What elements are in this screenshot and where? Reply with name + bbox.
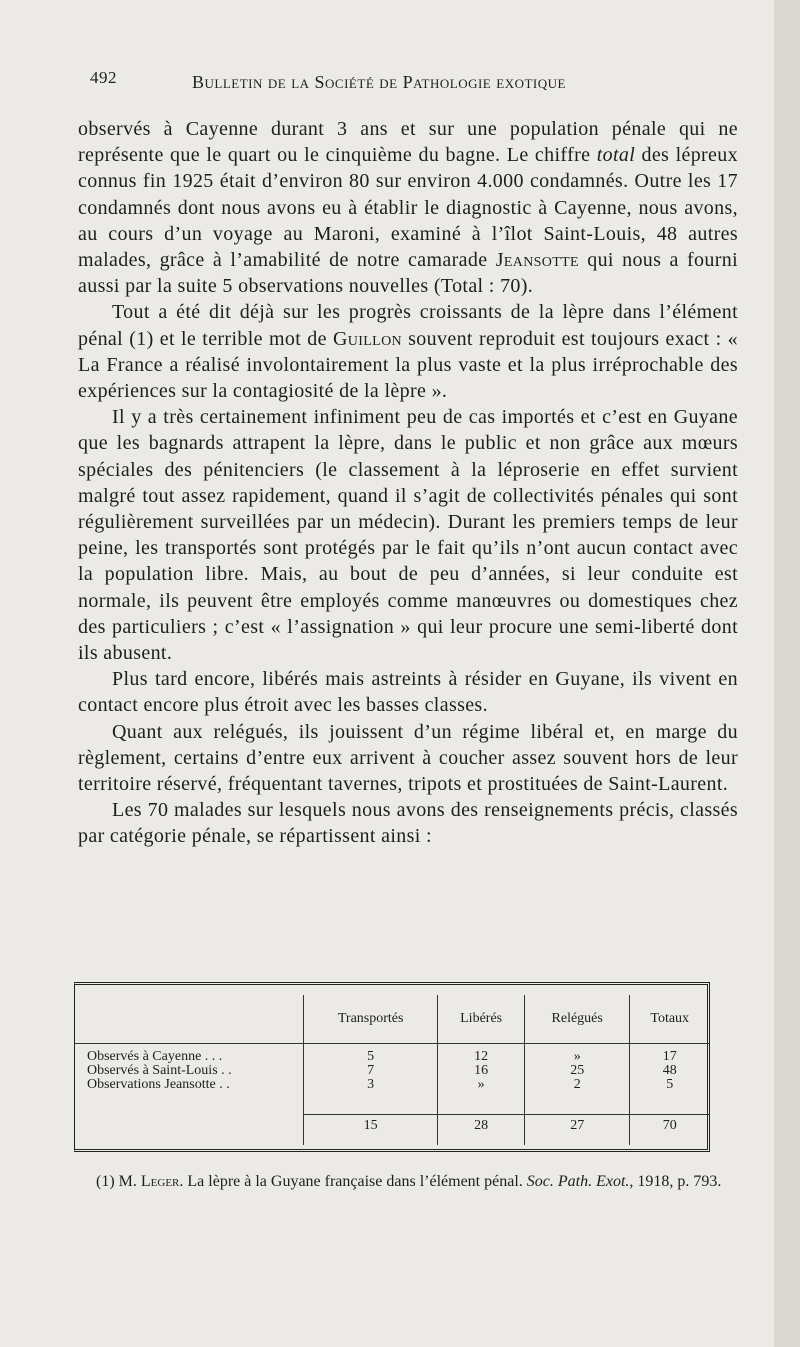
label-saint-louis: Observés à Saint-Louis . . xyxy=(87,1063,232,1078)
header-relegues: Relégués xyxy=(524,995,630,1044)
cell: 2 xyxy=(573,1077,581,1092)
p1-italic: total xyxy=(596,144,636,167)
paragraph-4: Plus tard encore, libérés mais astreints à résider en Guyane, ils vivent en contact encore plus étroit avec les basses classes. xyxy=(78,668,738,717)
cell: 16 xyxy=(474,1063,489,1078)
col-liberes xyxy=(438,1044,525,1115)
body-text xyxy=(78,116,738,850)
totals-row xyxy=(75,1114,709,1145)
paragraph-5: Quant aux relégués, ils jouissent d’un régime libéral et, en marge du règlement, certains d’entre eux arrivent à coucher assez souvent hors de leur territoire réservé, fréquentant tavernes, tripots et prostituées de Saint-Laurent. xyxy=(78,720,738,796)
total-transportes: 15 xyxy=(304,1114,438,1145)
header-transportes: Transportés xyxy=(304,995,438,1044)
paragraph-2 xyxy=(78,299,738,404)
footnote-journal: Soc. Path. Exot. xyxy=(526,1173,630,1190)
col-relegues xyxy=(524,1044,630,1115)
label-jeansotte: Observations Jeansotte . . xyxy=(87,1077,230,1092)
col-totaux xyxy=(630,1044,709,1115)
p2a-text: Tout a été dit déjà sur les progrès croissants de la lèpre dans l’élément pénal (1) et le terrible mot de xyxy=(78,301,738,350)
cell: » xyxy=(477,1077,485,1092)
footnote-text: La lèpre à la Guyane française dans l’élément pénal. xyxy=(183,1173,527,1190)
table-row xyxy=(75,1044,709,1115)
page-edge xyxy=(774,0,800,1347)
p1b-text: des lépreux connus fin 1925 était d’environ 80 sur environ 4.000 condamnés. Outre les 17 condamnés dont nous avons eu à établir le diagnostic à Cayenne, nous avons, au cours d’un voyage au Maroni, examiné à l’îlot Saint-Louis, 48 autres malades, grâce à l’amabilité de notre camarade xyxy=(78,144,738,272)
statistics-table xyxy=(75,995,709,1145)
p1-name: Jeansotte xyxy=(495,249,579,272)
total-liberes: 28 xyxy=(438,1114,525,1145)
footnote-ref: , 1918, p. 793. xyxy=(629,1173,722,1190)
footnote xyxy=(78,1172,738,1192)
table-corner xyxy=(75,995,304,1044)
total-relegues: 27 xyxy=(524,1114,630,1145)
page-number: 492 xyxy=(90,68,117,87)
table-header-row xyxy=(75,995,709,1044)
cell: 5 xyxy=(666,1077,674,1092)
p1c-text: qui nous a fourni aussi par la suite 5 observations nouvelles (Total : 70). xyxy=(78,249,738,298)
cell: 3 xyxy=(367,1077,375,1092)
col-transportes xyxy=(304,1044,438,1115)
totals-label xyxy=(75,1114,304,1145)
paragraph-6: Les 70 malades sur lesquels nous avons des renseignements précis, classés par catégorie pénale, se répartissent ainsi : xyxy=(78,799,738,848)
journal-title: Bulletin de la Société de Pathologie exotique xyxy=(192,72,566,92)
header-liberes: Libérés xyxy=(438,995,525,1044)
total-totaux: 70 xyxy=(630,1114,709,1145)
statistics-table-frame xyxy=(74,982,710,1152)
p2-name: Guillon xyxy=(333,327,403,350)
cell: » xyxy=(573,1049,581,1064)
cell: 7 xyxy=(367,1063,375,1078)
paragraph-3: Il y a très certainement infiniment peu de cas importés et c’est en Guyane que les bagnards attrapent la lèpre, dans le public et non grâce aux mœurs spéciales des pénitenciers (le classement à la léproserie en effet survient malgré tout assez rapidement, quand il s’agit de collectivités pénales qui sont régulièrement surveillées par un médecin). Durant les premiers temps de leur peine, les transportés sont protégés par le fait qu’ils n’ont aucun contact avec la population libre. Mais, au bout de peu d’années, si leur conduite est normale, ils peuvent être employés comme manœuvres ou domestiques chez des particuliers ; c’est « l’assignation » qui leur procure une semi-liberté dont ils abusent. xyxy=(78,406,738,665)
footnote-author: M. Leger. xyxy=(118,1173,184,1190)
paragraph-1 xyxy=(78,116,738,299)
cell: 12 xyxy=(474,1049,489,1064)
cell: 5 xyxy=(367,1049,375,1064)
p2b-text: souvent reproduit est toujours exact : « La France a réalisé involontairement la plus vaste et la plus irréprochable des expériences sur la contagiosité de la lèpre ». xyxy=(78,327,738,403)
label-cayenne: Observés à Cayenne . . . xyxy=(87,1049,223,1064)
cell: 25 xyxy=(570,1063,585,1078)
header-totaux: Totaux xyxy=(630,995,709,1044)
cell: 48 xyxy=(662,1063,677,1078)
cell: 17 xyxy=(662,1049,677,1064)
row-labels xyxy=(75,1044,304,1115)
p1-text: observés à Cayenne durant 3 ans et sur une population pénale qui ne représente que le quart ou le cinquième du bagne. Le chiffre xyxy=(78,118,738,167)
footnote-marker: (1) xyxy=(96,1173,115,1190)
